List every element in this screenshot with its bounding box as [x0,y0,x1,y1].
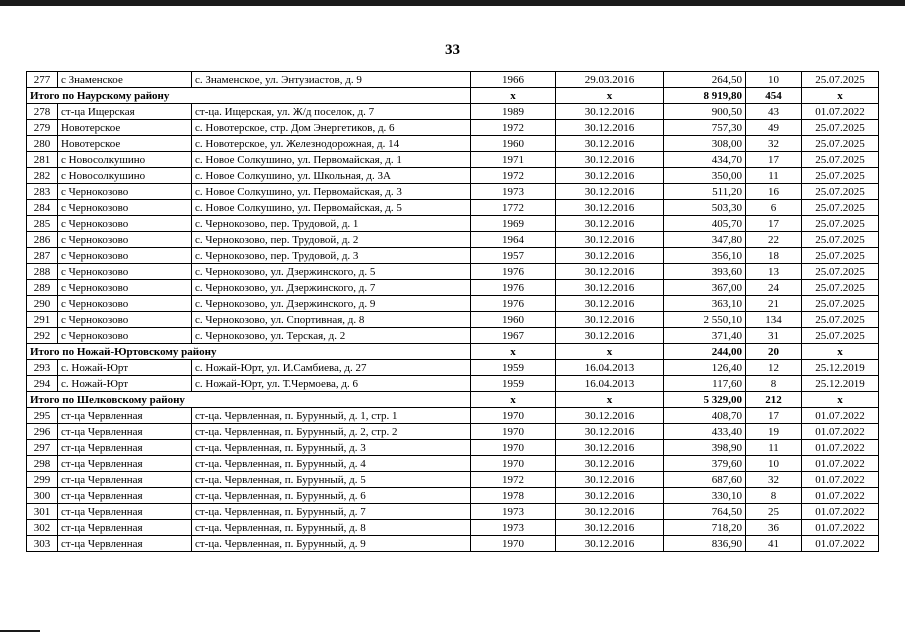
area-cell: 836,90 [664,536,746,552]
row-number: 281 [27,152,58,168]
area-cell: 350,00 [664,168,746,184]
year-cell: x [471,344,556,360]
area-cell: 371,40 [664,328,746,344]
subtotal-label: Итого по Ножай-Юртовскому району [27,344,471,360]
table-row [27,120,879,136]
units-cell: 8 [746,488,802,504]
deadline-cell: 01.07.2022 [802,440,879,456]
year-cell: 1976 [471,296,556,312]
settlement-cell: с Чернокозово [58,312,192,328]
units-cell: 6 [746,200,802,216]
table-row [27,280,879,296]
year-cell: 1970 [471,424,556,440]
address-cell: ст-ца. Червленная, п. Бурунный, д. 2, стр. 2 [192,424,471,440]
year-cell: 1970 [471,536,556,552]
units-cell: 17 [746,408,802,424]
table-row [27,504,879,520]
units-cell: 20 [746,344,802,360]
settlement-cell: ст-ца Червленная [58,472,192,488]
row-number: 299 [27,472,58,488]
table-row [27,472,879,488]
table-row [27,232,879,248]
settlement-cell: с Чернокозово [58,216,192,232]
year-cell: 1960 [471,312,556,328]
units-cell: 454 [746,88,802,104]
year-cell: 1978 [471,488,556,504]
deadline-cell: 01.07.2022 [802,504,879,520]
subtotal-row [27,344,879,360]
settlement-cell: с Чернокозово [58,296,192,312]
date-cell: 30.12.2016 [556,472,664,488]
address-cell: с. Чернокозово, ул. Дзержинского, д. 5 [192,264,471,280]
settlement-cell: ст-ца Червленная [58,520,192,536]
address-cell: с. Чернокозово, ул. Дзержинского, д. 9 [192,296,471,312]
address-cell: ст-ца. Червленная, п. Бурунный, д. 6 [192,488,471,504]
area-cell: 5 329,00 [664,392,746,408]
address-cell: ст-ца. Ищерская, ул. Ж/д поселок, д. 7 [192,104,471,120]
table-row [27,520,879,536]
address-cell: ст-ца. Червленная, п. Бурунный, д. 8 [192,520,471,536]
units-cell: 49 [746,120,802,136]
address-cell: с. Новое Солкушино, ул. Первомайская, д. 5 [192,200,471,216]
area-cell: 8 919,80 [664,88,746,104]
area-cell: 356,10 [664,248,746,264]
table-row [27,424,879,440]
year-cell: 1964 [471,232,556,248]
bottom-edge-mark [0,630,40,632]
area-cell: 398,90 [664,440,746,456]
date-cell: 30.12.2016 [556,264,664,280]
units-cell: 25 [746,504,802,520]
date-cell: 30.12.2016 [556,520,664,536]
table-row [27,248,879,264]
date-cell: 30.12.2016 [556,104,664,120]
year-cell: 1973 [471,184,556,200]
table-row [27,408,879,424]
units-cell: 11 [746,168,802,184]
settlement-cell: ст-ца Червленная [58,504,192,520]
table-body [27,72,879,552]
address-cell: ст-ца. Червленная, п. Бурунный, д. 4 [192,456,471,472]
area-cell: 511,20 [664,184,746,200]
row-number: 298 [27,456,58,472]
table-row [27,440,879,456]
table-row [27,376,879,392]
table-row [27,168,879,184]
address-cell: с. Чернокозово, ул. Дзержинского, д. 7 [192,280,471,296]
deadline-cell: 25.07.2025 [802,232,879,248]
area-cell: 393,60 [664,264,746,280]
row-number: 292 [27,328,58,344]
date-cell: x [556,344,664,360]
year-cell: 1972 [471,120,556,136]
settlement-cell: ст-ца Червленная [58,440,192,456]
settlement-cell: с. Ножай-Юрт [58,360,192,376]
date-cell: 30.12.2016 [556,296,664,312]
address-cell: с. Чернокозово, ул. Спортивная, д. 8 [192,312,471,328]
year-cell: 1976 [471,280,556,296]
deadline-cell: 01.07.2022 [802,472,879,488]
address-cell: с. Новое Солкушино, ул. Школьная, д. 3А [192,168,471,184]
deadline-cell: 01.07.2022 [802,104,879,120]
address-cell: с. Чернокозово, пер. Трудовой, д. 2 [192,232,471,248]
date-cell: 30.12.2016 [556,216,664,232]
units-cell: 36 [746,520,802,536]
area-cell: 379,60 [664,456,746,472]
deadline-cell: 25.07.2025 [802,120,879,136]
row-number: 287 [27,248,58,264]
area-cell: 2 550,10 [664,312,746,328]
deadline-cell: 25.07.2025 [802,264,879,280]
date-cell: 30.12.2016 [556,152,664,168]
year-cell: 1973 [471,504,556,520]
row-number: 279 [27,120,58,136]
deadline-cell: 01.07.2022 [802,520,879,536]
subtotal-label: Итого по Шелковскому району [27,392,471,408]
address-cell: с. Ножай-Юрт, ул. И.Самбиева, д. 27 [192,360,471,376]
row-number: 293 [27,360,58,376]
settlement-cell: Новотерское [58,120,192,136]
area-cell: 408,70 [664,408,746,424]
date-cell: 30.12.2016 [556,120,664,136]
row-number: 294 [27,376,58,392]
address-cell: с. Новое Солкушино, ул. Первомайская, д. 1 [192,152,471,168]
deadline-cell: 25.07.2025 [802,200,879,216]
address-cell: ст-ца. Червленная, п. Бурунный, д. 7 [192,504,471,520]
table-row [27,328,879,344]
date-cell: 30.12.2016 [556,232,664,248]
table-row [27,200,879,216]
area-cell: 126,40 [664,360,746,376]
units-cell: 10 [746,456,802,472]
area-cell: 264,50 [664,72,746,88]
year-cell: 1972 [471,168,556,184]
deadline-cell: 01.07.2022 [802,408,879,424]
table-row [27,216,879,232]
row-number: 280 [27,136,58,152]
date-cell: 30.12.2016 [556,440,664,456]
deadline-cell: 25.07.2025 [802,280,879,296]
deadline-cell: 01.07.2022 [802,488,879,504]
area-cell: 433,40 [664,424,746,440]
address-cell: ст-ца. Червленная, п. Бурунный, д. 5 [192,472,471,488]
units-cell: 10 [746,72,802,88]
area-cell: 757,30 [664,120,746,136]
units-cell: 17 [746,216,802,232]
area-cell: 503,30 [664,200,746,216]
settlement-cell: с Новосолкушино [58,152,192,168]
area-cell: 347,80 [664,232,746,248]
address-cell: ст-ца. Червленная, п. Бурунный, д. 3 [192,440,471,456]
address-cell: с. Чернокозово, пер. Трудовой, д. 1 [192,216,471,232]
table-row [27,184,879,200]
date-cell: 30.12.2016 [556,536,664,552]
year-cell: 1970 [471,440,556,456]
year-cell: 1772 [471,200,556,216]
deadline-cell: 25.07.2025 [802,72,879,88]
deadline-cell: x [802,344,879,360]
table-row [27,104,879,120]
date-cell: 30.12.2016 [556,456,664,472]
date-cell: 30.12.2016 [556,424,664,440]
settlement-cell: Новотерское [58,136,192,152]
settlement-cell: ст-ца Червленная [58,488,192,504]
subtotal-row [27,392,879,408]
area-cell: 244,00 [664,344,746,360]
table-row [27,536,879,552]
table-row [27,264,879,280]
row-number: 278 [27,104,58,120]
date-cell: 30.12.2016 [556,248,664,264]
address-cell: с. Новое Солкушино, ул. Первомайская, д. 3 [192,184,471,200]
area-cell: 764,50 [664,504,746,520]
date-cell: 16.04.2013 [556,376,664,392]
settlement-cell: с Знаменское [58,72,192,88]
address-cell: с. Знаменское, ул. Энтузиастов, д. 9 [192,72,471,88]
date-cell: 30.12.2016 [556,184,664,200]
row-number: 303 [27,536,58,552]
row-number: 289 [27,280,58,296]
year-cell: 1959 [471,360,556,376]
settlement-cell: с Чернокозово [58,328,192,344]
table-row [27,312,879,328]
year-cell: 1967 [471,328,556,344]
date-cell: 30.12.2016 [556,312,664,328]
settlement-cell: с. Ножай-Юрт [58,376,192,392]
deadline-cell: 25.12.2019 [802,376,879,392]
settlement-cell: с Чернокозово [58,200,192,216]
row-number: 286 [27,232,58,248]
area-cell: 308,00 [664,136,746,152]
units-cell: 134 [746,312,802,328]
deadline-cell: 25.07.2025 [802,168,879,184]
year-cell: 1972 [471,472,556,488]
subtotal-row [27,88,879,104]
year-cell: 1959 [471,376,556,392]
deadline-cell: 01.07.2022 [802,424,879,440]
date-cell: 30.12.2016 [556,280,664,296]
row-number: 301 [27,504,58,520]
units-cell: 41 [746,536,802,552]
date-cell: 30.12.2016 [556,408,664,424]
deadline-cell: x [802,392,879,408]
settlement-cell: с Чернокозово [58,248,192,264]
date-cell: 30.12.2016 [556,136,664,152]
year-cell: 1966 [471,72,556,88]
settlement-cell: с Чернокозово [58,264,192,280]
address-cell: с. Чернокозово, ул. Терская, д. 2 [192,328,471,344]
settlement-cell: с Новосолкушино [58,168,192,184]
row-number: 285 [27,216,58,232]
year-cell: 1976 [471,264,556,280]
address-cell: ст-ца. Червленная, п. Бурунный, д. 9 [192,536,471,552]
units-cell: 19 [746,424,802,440]
row-number: 288 [27,264,58,280]
deadline-cell: 25.07.2025 [802,312,879,328]
deadline-cell: 25.12.2019 [802,360,879,376]
area-cell: 900,50 [664,104,746,120]
row-number: 284 [27,200,58,216]
deadline-cell: 01.07.2022 [802,536,879,552]
address-cell: с. Ножай-Юрт, ул. Т.Чермоева, д. 6 [192,376,471,392]
units-cell: 13 [746,264,802,280]
units-cell: 12 [746,360,802,376]
settlement-cell: ст-ца Червленная [58,456,192,472]
deadline-cell: 25.07.2025 [802,328,879,344]
units-cell: 8 [746,376,802,392]
row-number: 300 [27,488,58,504]
units-cell: 16 [746,184,802,200]
date-cell: 30.12.2016 [556,504,664,520]
area-cell: 330,10 [664,488,746,504]
address-cell: с. Чернокозово, пер. Трудовой, д. 3 [192,248,471,264]
settlement-cell: ст-ца Ищерская [58,104,192,120]
year-cell: 1973 [471,520,556,536]
table-row [27,72,879,88]
settlement-cell: ст-ца Червленная [58,408,192,424]
deadline-cell: x [802,88,879,104]
year-cell: 1957 [471,248,556,264]
table-row [27,488,879,504]
area-cell: 687,60 [664,472,746,488]
deadline-cell: 25.07.2025 [802,216,879,232]
row-number: 283 [27,184,58,200]
address-cell: с. Новотерское, стр. Дом Энергетиков, д. 6 [192,120,471,136]
row-number: 295 [27,408,58,424]
date-cell: 16.04.2013 [556,360,664,376]
date-cell: 30.12.2016 [556,168,664,184]
year-cell: 1989 [471,104,556,120]
year-cell: 1970 [471,408,556,424]
date-cell: 30.12.2016 [556,488,664,504]
settlement-cell: с Чернокозово [58,280,192,296]
area-cell: 367,00 [664,280,746,296]
table-row [27,296,879,312]
table-row [27,136,879,152]
units-cell: 11 [746,440,802,456]
top-border-rule [0,0,905,6]
date-cell: x [556,392,664,408]
date-cell: 30.12.2016 [556,200,664,216]
area-cell: 718,20 [664,520,746,536]
row-number: 277 [27,72,58,88]
units-cell: 212 [746,392,802,408]
date-cell: 29.03.2016 [556,72,664,88]
year-cell: x [471,392,556,408]
year-cell: x [471,88,556,104]
row-number: 282 [27,168,58,184]
subtotal-label: Итого по Наурскому району [27,88,471,104]
units-cell: 24 [746,280,802,296]
address-cell: ст-ца. Червленная, п. Бурунный, д. 1, стр. 1 [192,408,471,424]
year-cell: 1960 [471,136,556,152]
deadline-cell: 01.07.2022 [802,456,879,472]
year-cell: 1969 [471,216,556,232]
year-cell: 1971 [471,152,556,168]
area-cell: 117,60 [664,376,746,392]
year-cell: 1970 [471,456,556,472]
deadline-cell: 25.07.2025 [802,136,879,152]
units-cell: 17 [746,152,802,168]
units-cell: 32 [746,136,802,152]
units-cell: 22 [746,232,802,248]
area-cell: 363,10 [664,296,746,312]
row-number: 290 [27,296,58,312]
row-number: 291 [27,312,58,328]
deadline-cell: 25.07.2025 [802,152,879,168]
units-cell: 18 [746,248,802,264]
settlement-cell: с Чернокозово [58,184,192,200]
settlement-cell: ст-ца Червленная [58,536,192,552]
housing-registry-table [26,71,879,552]
deadline-cell: 25.07.2025 [802,296,879,312]
date-cell: x [556,88,664,104]
units-cell: 21 [746,296,802,312]
settlement-cell: ст-ца Червленная [58,424,192,440]
area-cell: 434,70 [664,152,746,168]
table-row [27,360,879,376]
row-number: 302 [27,520,58,536]
page-number: 33 [445,42,460,58]
deadline-cell: 25.07.2025 [802,248,879,264]
units-cell: 31 [746,328,802,344]
row-number: 296 [27,424,58,440]
date-cell: 30.12.2016 [556,328,664,344]
address-cell: с. Новотерское, ул. Железнодорожная, д. 14 [192,136,471,152]
units-cell: 32 [746,472,802,488]
table-row [27,152,879,168]
area-cell: 405,70 [664,216,746,232]
table-row [27,456,879,472]
settlement-cell: с Чернокозово [58,232,192,248]
row-number: 297 [27,440,58,456]
deadline-cell: 25.07.2025 [802,184,879,200]
units-cell: 43 [746,104,802,120]
